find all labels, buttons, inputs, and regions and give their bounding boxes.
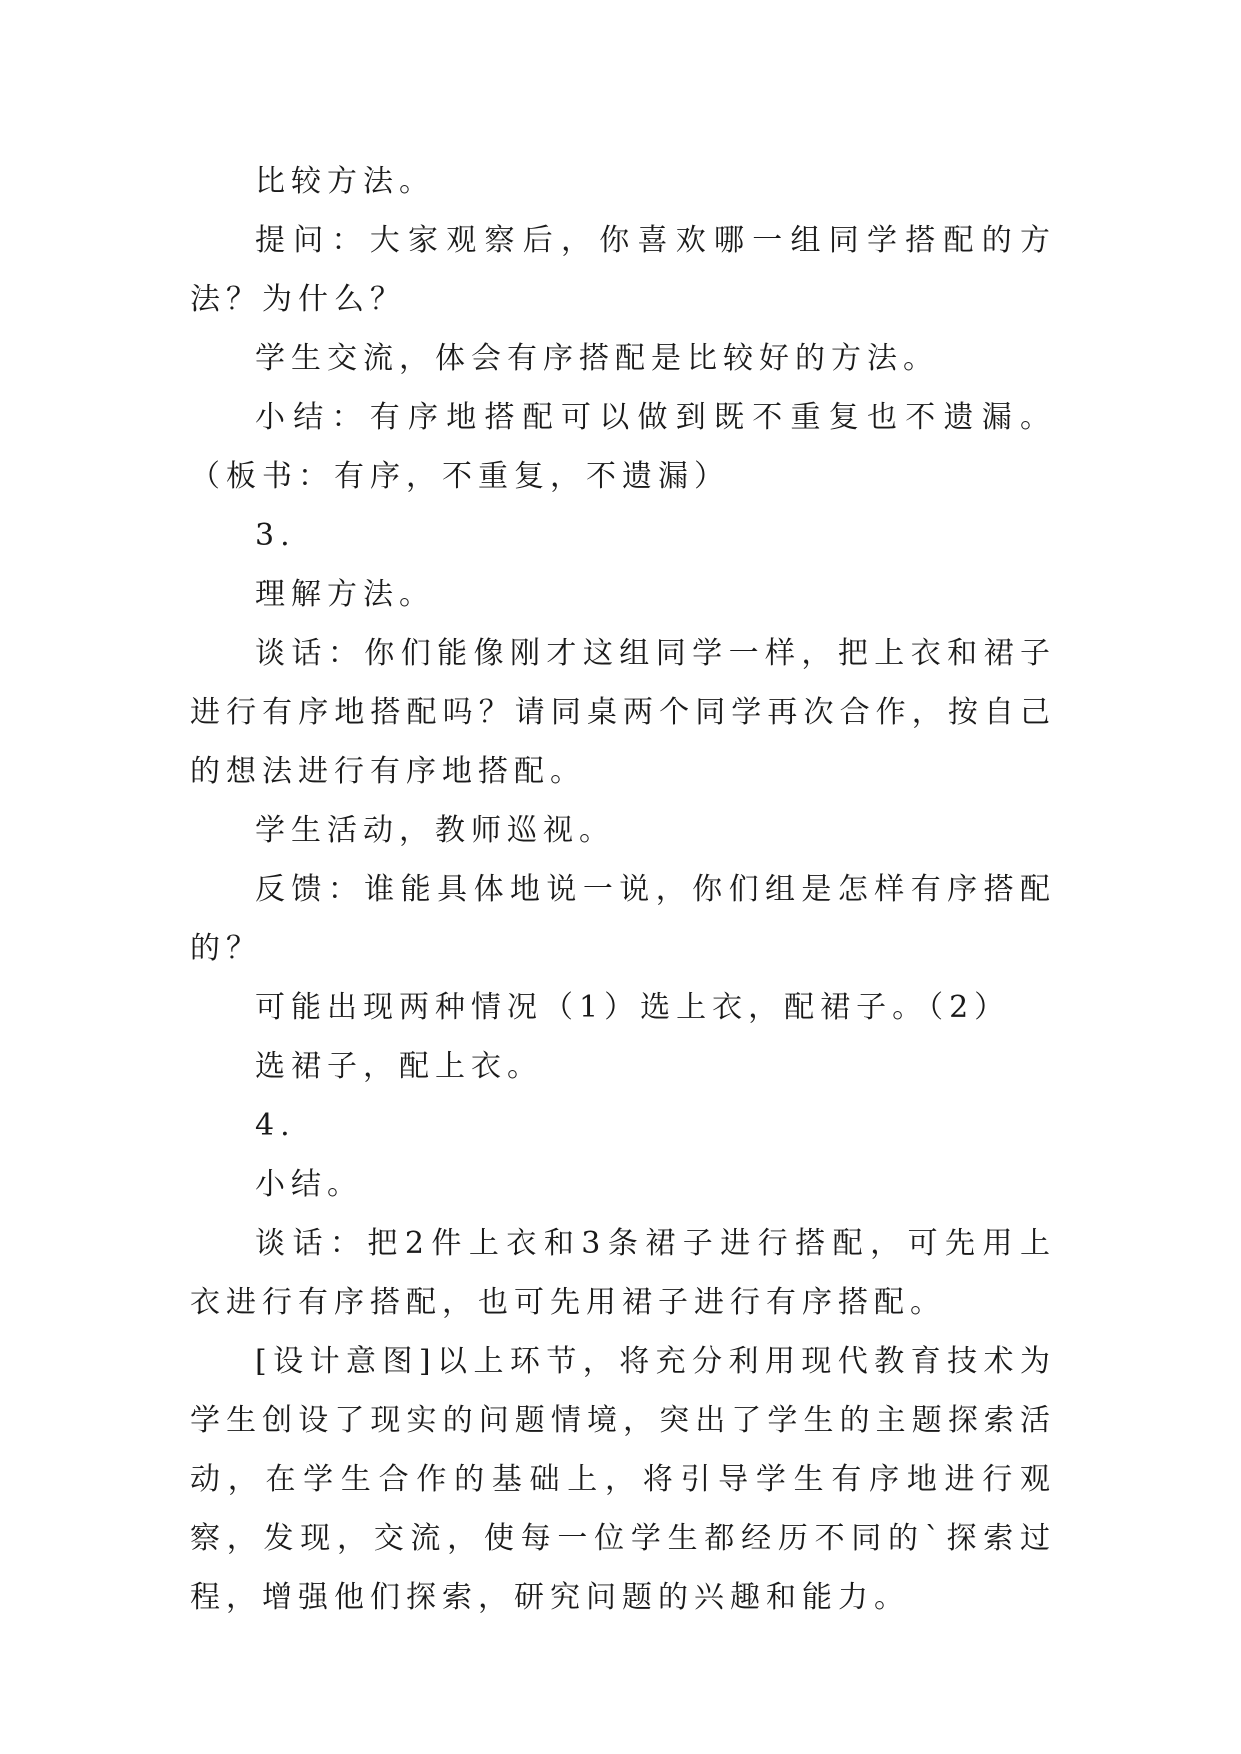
paragraph-question: 提问：大家观察后，你喜欢哪一组同学搭配的方法？为什么？ bbox=[190, 223, 1056, 317]
paragraph-talk-2: 谈话：把2件上衣和3条裙子进行搭配，可先用上衣进行有序搭配，也可先用裙子进行有序搭配。 bbox=[190, 1226, 1056, 1320]
paragraph-two-cases: 可能出现两种情况（1）选上衣，配裙子。（2） bbox=[255, 990, 1011, 1025]
paragraph-design-intent: [设计意图]以上环节，将充分利用现代教育技术为学生创设了现实的问题情境，突出了学生的主题探索活动，在学生合作的基础上，将引导学生有序地进行观察，发现，交流，使每一位学生都经历不同的`探索过程，增强他们探索，研究问题的兴趣和能力。 bbox=[190, 1344, 1056, 1615]
paragraph-compare-method: 比较方法。 bbox=[255, 164, 435, 199]
paragraph-student-activity: 学生活动，教师巡视。 bbox=[255, 813, 615, 848]
paragraph-summary: 小结：有序地搭配可以做到既不重复也不遗漏。（板书：有序，不重复，不遗漏） bbox=[190, 400, 1056, 494]
paragraph-feedback: 反馈：谁能具体地说一说，你们组是怎样有序搭配的？ bbox=[190, 872, 1056, 966]
paragraph-section-4: 4. bbox=[255, 1108, 296, 1143]
paragraph-talk-1: 谈话：你们能像刚才这组同学一样，把上衣和裙子进行有序地搭配吗？请同桌两个同学再次合作，按自己的想法进行有序地搭配。 bbox=[190, 636, 1056, 789]
paragraph-choose-skirt: 选裙子，配上衣。 bbox=[255, 1049, 543, 1084]
paragraph-understand-method: 理解方法。 bbox=[255, 577, 435, 612]
document-body bbox=[190, 152, 1056, 1627]
paragraph-section-3: 3. bbox=[255, 518, 296, 553]
paragraph-conclusion: 小结。 bbox=[255, 1167, 363, 1202]
paragraph-student-exchange: 学生交流，体会有序搭配是比较好的方法。 bbox=[255, 341, 939, 376]
